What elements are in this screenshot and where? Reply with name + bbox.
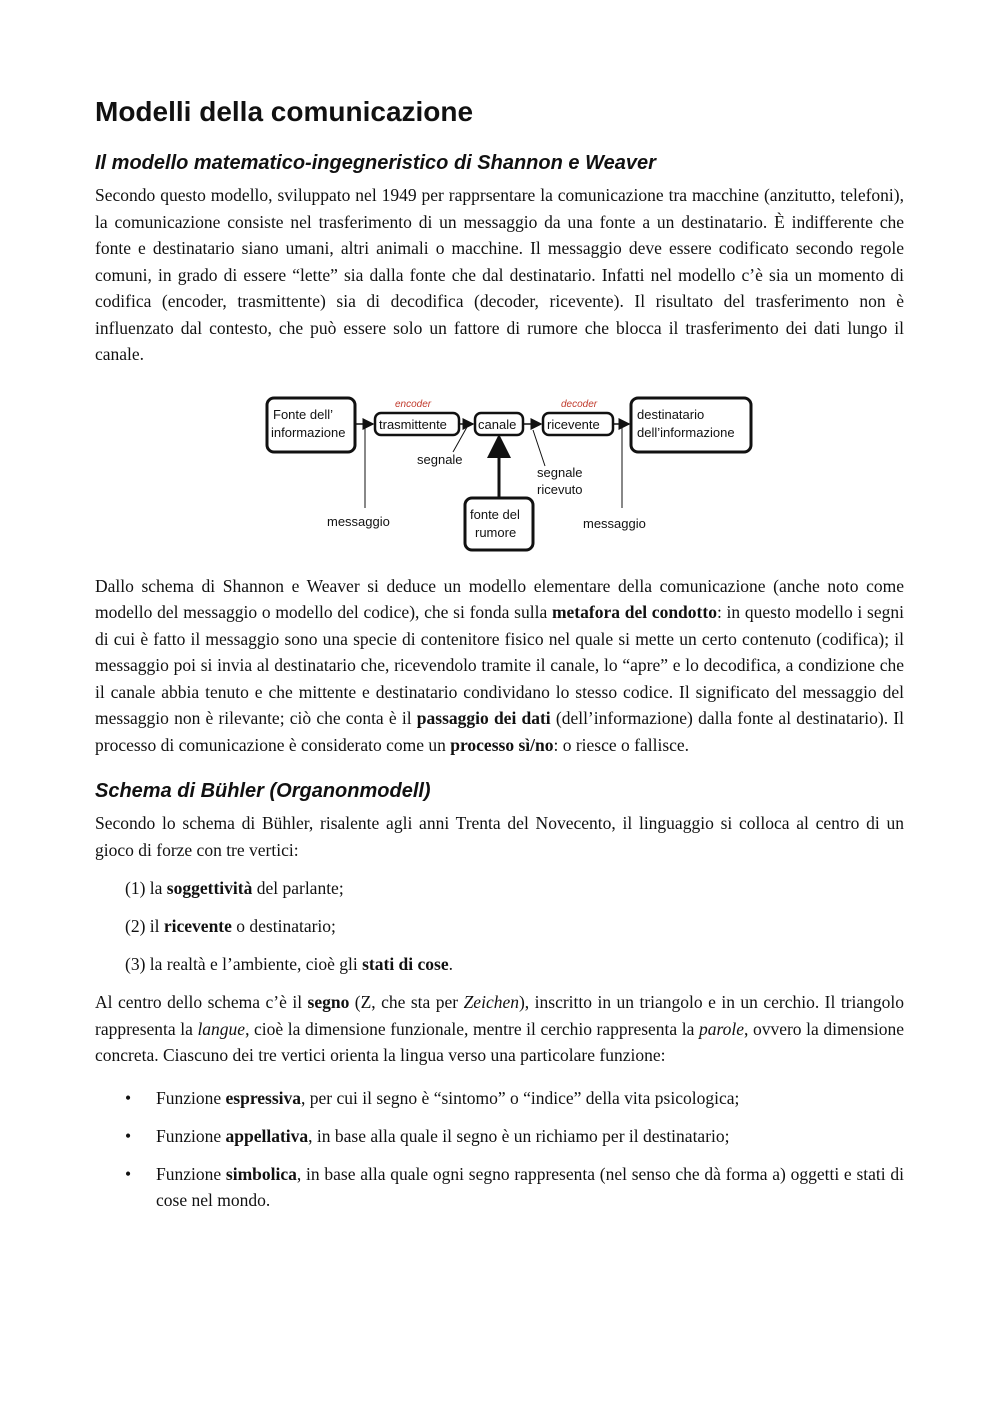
shannon-weaver-diagram: [95, 386, 904, 561]
label-messaggio-right: messaggio: [583, 515, 646, 531]
paragraph-shannon-intro: Secondo questo modello, sviluppato nel 1949 per rapprsentare la comunicazione tra macchine (anzitutto, telefoni), la comunicazione consiste nel trasferimento di un messaggio da una fonte a un destinatario. È indifferente che fonte e destinatario siano umani, altri animali o macchine. Il messaggio deve essere codificato secondo regole comuni, in grado di essere “lette” sia dalla fonte che dal destinatario. Infatti nel modello c’è sia un momento di codifica (encoder, trasmittente) sia di decodifica (decoder, ricevente). Il risultato del trasferimento non è influenzato dal contesto, che può essere solo un fattore di rumore che blocca il trasferimento dei dati lungo il canale.: [95, 185, 904, 364]
section-heading-buhler: Schema di Bühler (Organonmodell): [95, 780, 431, 802]
label-ricevente: ricevente: [547, 416, 600, 432]
label-rumore-1: fonte del: [470, 506, 520, 522]
box-rumore: [465, 498, 533, 550]
label-messaggio-left: messaggio: [327, 513, 390, 529]
label-canale: canale: [478, 416, 517, 432]
paragraph-shannon-model: Dallo schema di Shannon e Weaver si deduce un modello elementare della comunicazione (anche noto come modello del messaggio o modello del codice), che si fonda sulla metafora del condotto: in questo modello i segni di cui è fatto il messaggio sono una specie di contenitore fisico nel quale si mette un certo contenuto (codifica); il messaggio poi si invia al destinatario che, ricevendolo tramite il canale, lo “apre” e lo decodifica, a condizione che il canale abbia tenuto e che mittente e destinatario condividano lo stesso codice. Il significato del messaggio del messaggio non è rilevante; ciò che conta è il passaggio dei dati (dell’informazione) dalla fonte al destinatario). Il processo di comunicazione è considerato come un processo sì/no: o riesce o fallisce.: [95, 575, 904, 755]
label-segnale: segnale: [417, 451, 463, 467]
bullet-icon: •: [125, 1087, 132, 1108]
list-item: (1) la soggettività del parlante;: [125, 878, 344, 898]
label-fonte-1: Fonte dell’: [273, 406, 333, 422]
list-item: • Funzione espressiva, per cui il segno è “sintomo” o “indice” della vita psicologica;: [125, 1085, 904, 1111]
label-segnale-ricevuto-1: segnale: [537, 464, 583, 480]
label-rumore-2: rumore: [475, 524, 517, 540]
term-processo-si-no: processo sì/no: [450, 734, 554, 755]
paragraph-buhler-intro: Secondo lo schema di Bühler, risalente agli anni Trenta del Novecento, il linguaggio si colloca al centro di un gioco di forze con tre vertici:: [95, 813, 904, 860]
paragraph-buhler-segno: Al centro dello schema c’è il segno (Z, che sta per Zeichen), inscritto in un triangolo e in un cerchio. Il triangolo rappresenta la langue, cioè la dimensione funzionale, mentre il cerchio rappresenta la parole, ovvero la dimensione concreta. Ciascuno dei tre vertici orienta la lingua verso una particolare funzione:: [95, 992, 905, 1065]
label-decoder: decoder: [561, 398, 598, 410]
term-metafora-condotto: metafora del condotto: [551, 602, 717, 622]
label-segnale-ricevuto-2: ricevuto: [537, 481, 583, 497]
label-destinatario-2: dell’informazione: [637, 424, 735, 440]
buhler-functions-list: [95, 1085, 904, 1213]
list-item: • Funzione simbolica, in base alla quale ogni segno rappresenta (nel senso che dà forma a) oggetti e stati di cose nel mondo.: [125, 1161, 904, 1213]
page-title: Modelli della comunicazione: [95, 96, 474, 127]
label-fonte-2: informazione: [271, 424, 346, 440]
list-item: (2) il ricevente o destinatario;: [125, 916, 336, 936]
list-item: • Funzione appellativa, in base alla quale il segno è un richiamo per il destinatario;: [125, 1123, 904, 1149]
list-item: (3) la realtà e l’ambiente, cioè gli stati di cose.: [125, 954, 454, 974]
term-passaggio-dati: passaggio dei dati: [416, 708, 551, 728]
label-destinatario-1: destinatario: [637, 406, 705, 422]
label-encoder: encoder: [395, 398, 432, 410]
label-trasmittente: trasmittente: [379, 416, 447, 432]
bullet-icon: •: [125, 1125, 132, 1146]
buhler-vertices-list: [95, 875, 904, 977]
section-heading-shannon: Il modello matematico-ingegneristico di Shannon e Weaver: [95, 152, 656, 174]
bullet-icon: •: [125, 1163, 132, 1184]
document-body: [95, 92, 904, 1225]
